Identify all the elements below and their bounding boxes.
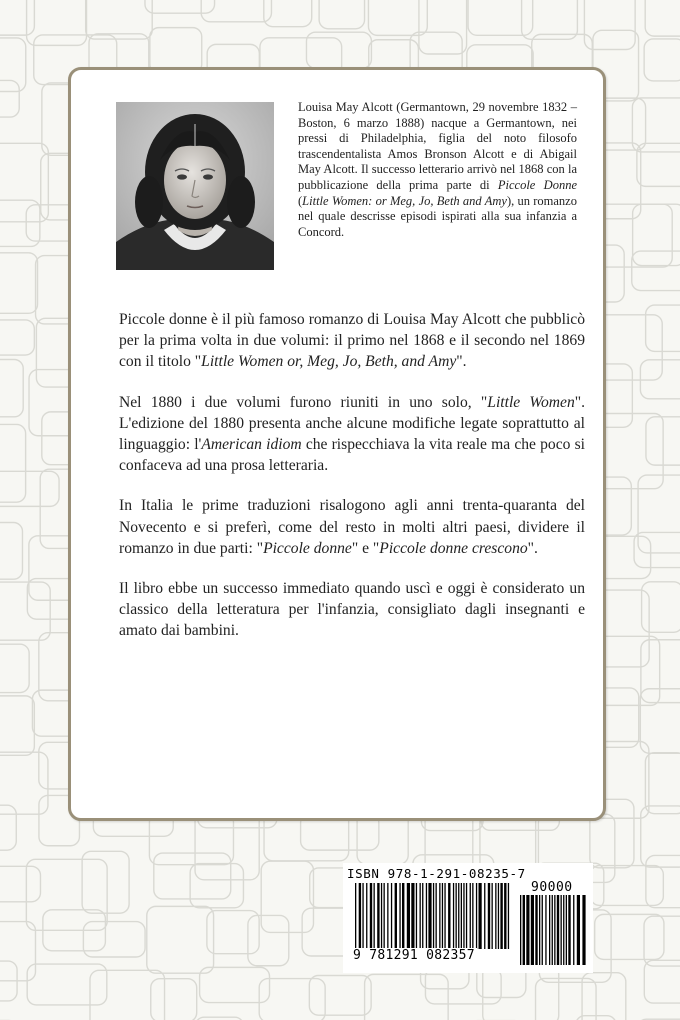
p1-text: Piccole donne è il più famoso romanzo di Louisa May Alcott che pubblicò per la prima volta in due volumi: il primo nel 1868 e il secondo nel 1869 con il titolo " [119,311,585,371]
synopsis [119,309,585,661]
p1-title: Little Women or, Meg, Jo, Beth, and Amy [201,353,457,371]
bio-text: Louisa May Alcott (Germantown, 29 novembre 1832 – Boston, 6 marzo 1888) nacque a Germantown, nei pressi di Philadelphia, figlia del noto filosofo trascendentalista Amos Bronson Alcott e di Abigail May Alcott. Il successo letterario arrivò nel 1868 con la pubblicazione della prima parte di [298,100,577,192]
bio-title-en: Little Women: or Meg, Jo, Beth and Amy [302,193,507,208]
author-portrait [116,102,274,270]
isbn-label: ISBN 978-1-291-08235-7 [347,866,526,881]
author-bio [298,100,577,240]
p2-text-2: ". L'edizione del 1880 presenta anche alcune modifiche legate soprattutto al linguaggio: l' [119,393,586,454]
p2-title: Little Women [487,393,575,411]
back-cover-panel [68,67,606,821]
ean-digits: 9 781291 082357 [353,948,475,963]
bio-paren: ( [298,193,303,208]
isbn-barcode [343,863,593,973]
p3-end: ". [527,539,538,557]
addon-barcode-bars [520,895,586,965]
p3-title-2: Piccole donne crescono [379,539,528,557]
p3-and: " e " [351,539,380,557]
p1-end: ". [456,353,467,371]
p3-title-1: Piccole donne [263,539,352,557]
bio-tail: ), un romanzo nel quale descrisse episodi ispirati alla sua infanzia a Concord. [298,193,577,239]
p2-end: che rispecchiava la vita reale ma che poco si confaceva ad una prosa letteraria. [119,436,585,475]
p3-text: In Italia le prime traduzioni risalogono agli anni trenta-quaranta del Novecento e si preferì, come del resto in molti altri paesi, dividere il romanzo in due parti: " [119,497,585,557]
p2-text: Nel 1880 i due volumi furono riuniti in uno solo, " [119,393,488,411]
p2-idiom: American idiom [201,436,302,454]
paragraph-1 [119,309,585,373]
paragraph-4 [119,578,585,642]
bio-title-it: Piccole Donne [497,177,577,192]
paragraph-2 [119,392,585,477]
addon-digits: 90000 [531,880,573,895]
paragraph-3 [119,495,585,559]
p4-text: Il libro ebbe un successo immediato quando uscì e oggi è considerato un classico della letteratura per l'infanzia, consigliato dagli insegnanti e amato dai bambini. [119,580,585,640]
